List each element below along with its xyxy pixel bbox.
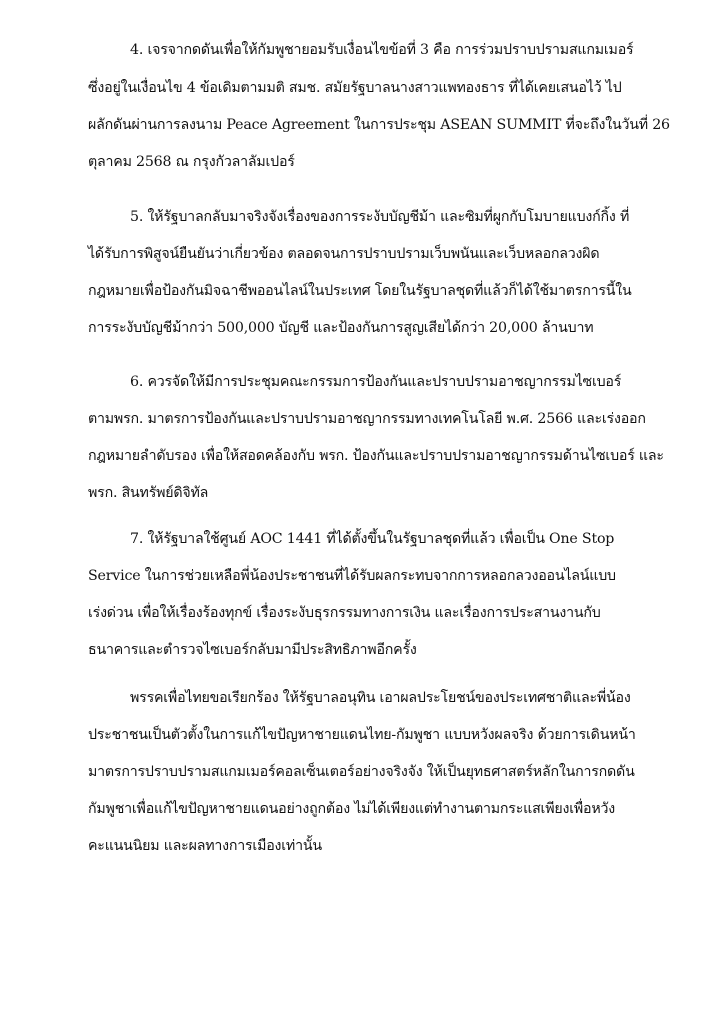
text-line: พรรคเพื่อไทยขอเรียกร้อง ให้รัฐบาลอนุทิน เอาผลประโยชน์ของประเทศชาติและพี่น้อง	[130, 690, 631, 706]
text-line: 6. ควรจัดให้มีการประชุมคณะกรรมการป้องกันและปราบปรามอาชญากรรมไซเบอร์	[130, 374, 622, 390]
text-line: 5. ให้รัฐบาลกลับมาจริงจังเรื่องของการระงับบัญชีม้า และซิมที่ผูกกับโมบายแบงก์กิ้ง ที่	[130, 209, 630, 225]
text-line: ตามพรก. มาตรการป้องกันและปราบปรามอาชญากรรมทางเทคโนโลยี พ.ศ. 2566 และเร่งออก	[88, 411, 646, 427]
text-line: 4. เจรจากดดันเพื่อให้กัมพูชายอมรับเงื่อนไขข้อที่ 3 คือ การร่วมปราบปรามสแกมเมอร์	[130, 42, 634, 58]
text-line: 7. ให้รัฐบาลใช้ศูนย์ AOC 1441 ที่ได้ตั้งขึ้นในรัฐบาลชุดที่แล้ว เพื่อเป็น One Stop	[130, 531, 615, 547]
text-line: ประชาชนเป็นตัวตั้งในการแก้ไขปัญหาชายแดนไทย-กัมพูชา แบบหวังผลจริง ด้วยการเดินหน้า	[88, 727, 636, 743]
text-line: ซึ่งอยู่ในเงื่อนไข 4 ข้อเดิมตามมติ สมช. สมัยรัฐบาลนางสาวแพทองธาร ที่ได้เคยเสนอไว้ ไป	[88, 80, 622, 96]
text-line: กฎหมายเพื่อป้องกันมิจฉาชีพออนไลน์ในประเทศ โดยในรัฐบาลชุดที่แล้วก็ได้ใช้มาตรการนี้ใน	[88, 283, 632, 299]
text-line: พรก. สินทรัพย์ดิจิทัล	[88, 485, 209, 501]
text-line: ได้รับการพิสูจน์ยืนยันว่าเกี่ยวข้อง ตลอดจนการปราบปรามเว็บพนันและเว็บหลอกลวงผิด	[88, 246, 600, 262]
text-line: มาตรการปราบปรามสแกมเมอร์คอลเซ็นเตอร์อย่างจริงจัง ให้เป็นยุทธศาสตร์หลักในการกดดัน	[88, 764, 635, 780]
text-line: ธนาคารและตำรวจไซเบอร์กลับมามีประสิทธิภาพอีกครั้ง	[88, 642, 417, 658]
text-line: ผลักดันผ่านการลงนาม Peace Agreement ในการประชุม ASEAN SUMMIT ที่จะถึงในวันที่ 26	[88, 117, 670, 133]
text-line: คะแนนนิยม และผลทางการเมืองเท่านั้น	[88, 838, 322, 854]
text-line: กฎหมายลำดับรอง เพื่อให้สอดคล้องกับ พรก. ป้องกันและปราบปรามอาชญากรรมด้านไซเบอร์ และ	[88, 448, 664, 464]
text-line: Service ในการช่วยเหลือพี่น้องประชาชนที่ได้รับผลกระทบจากการหลอกลวงออนไลน์แบบ	[88, 568, 616, 584]
text-line: ตุลาคม 2568 ณ กรุงกัวลาลัมเปอร์	[88, 154, 295, 170]
text-line: เร่งด่วน เพื่อให้เรื่องร้องทุกข์ เรื่องระงับธุรกรรมทางการเงิน และเรื่องการประสานงานกับ	[88, 605, 601, 621]
text-line: กัมพูชาเพื่อแก้ไขปัญหาชายแดนอย่างถูกต้อง ไม่ได้เพียงแต่ทำงานตามกระแสเพียงเพื่อหวัง	[88, 801, 615, 817]
text-line: การระงับบัญชีม้ากว่า 500,000 บัญชี และป้องกันการสูญเสียได้กว่า 20,000 ล้านบาท	[88, 320, 594, 336]
